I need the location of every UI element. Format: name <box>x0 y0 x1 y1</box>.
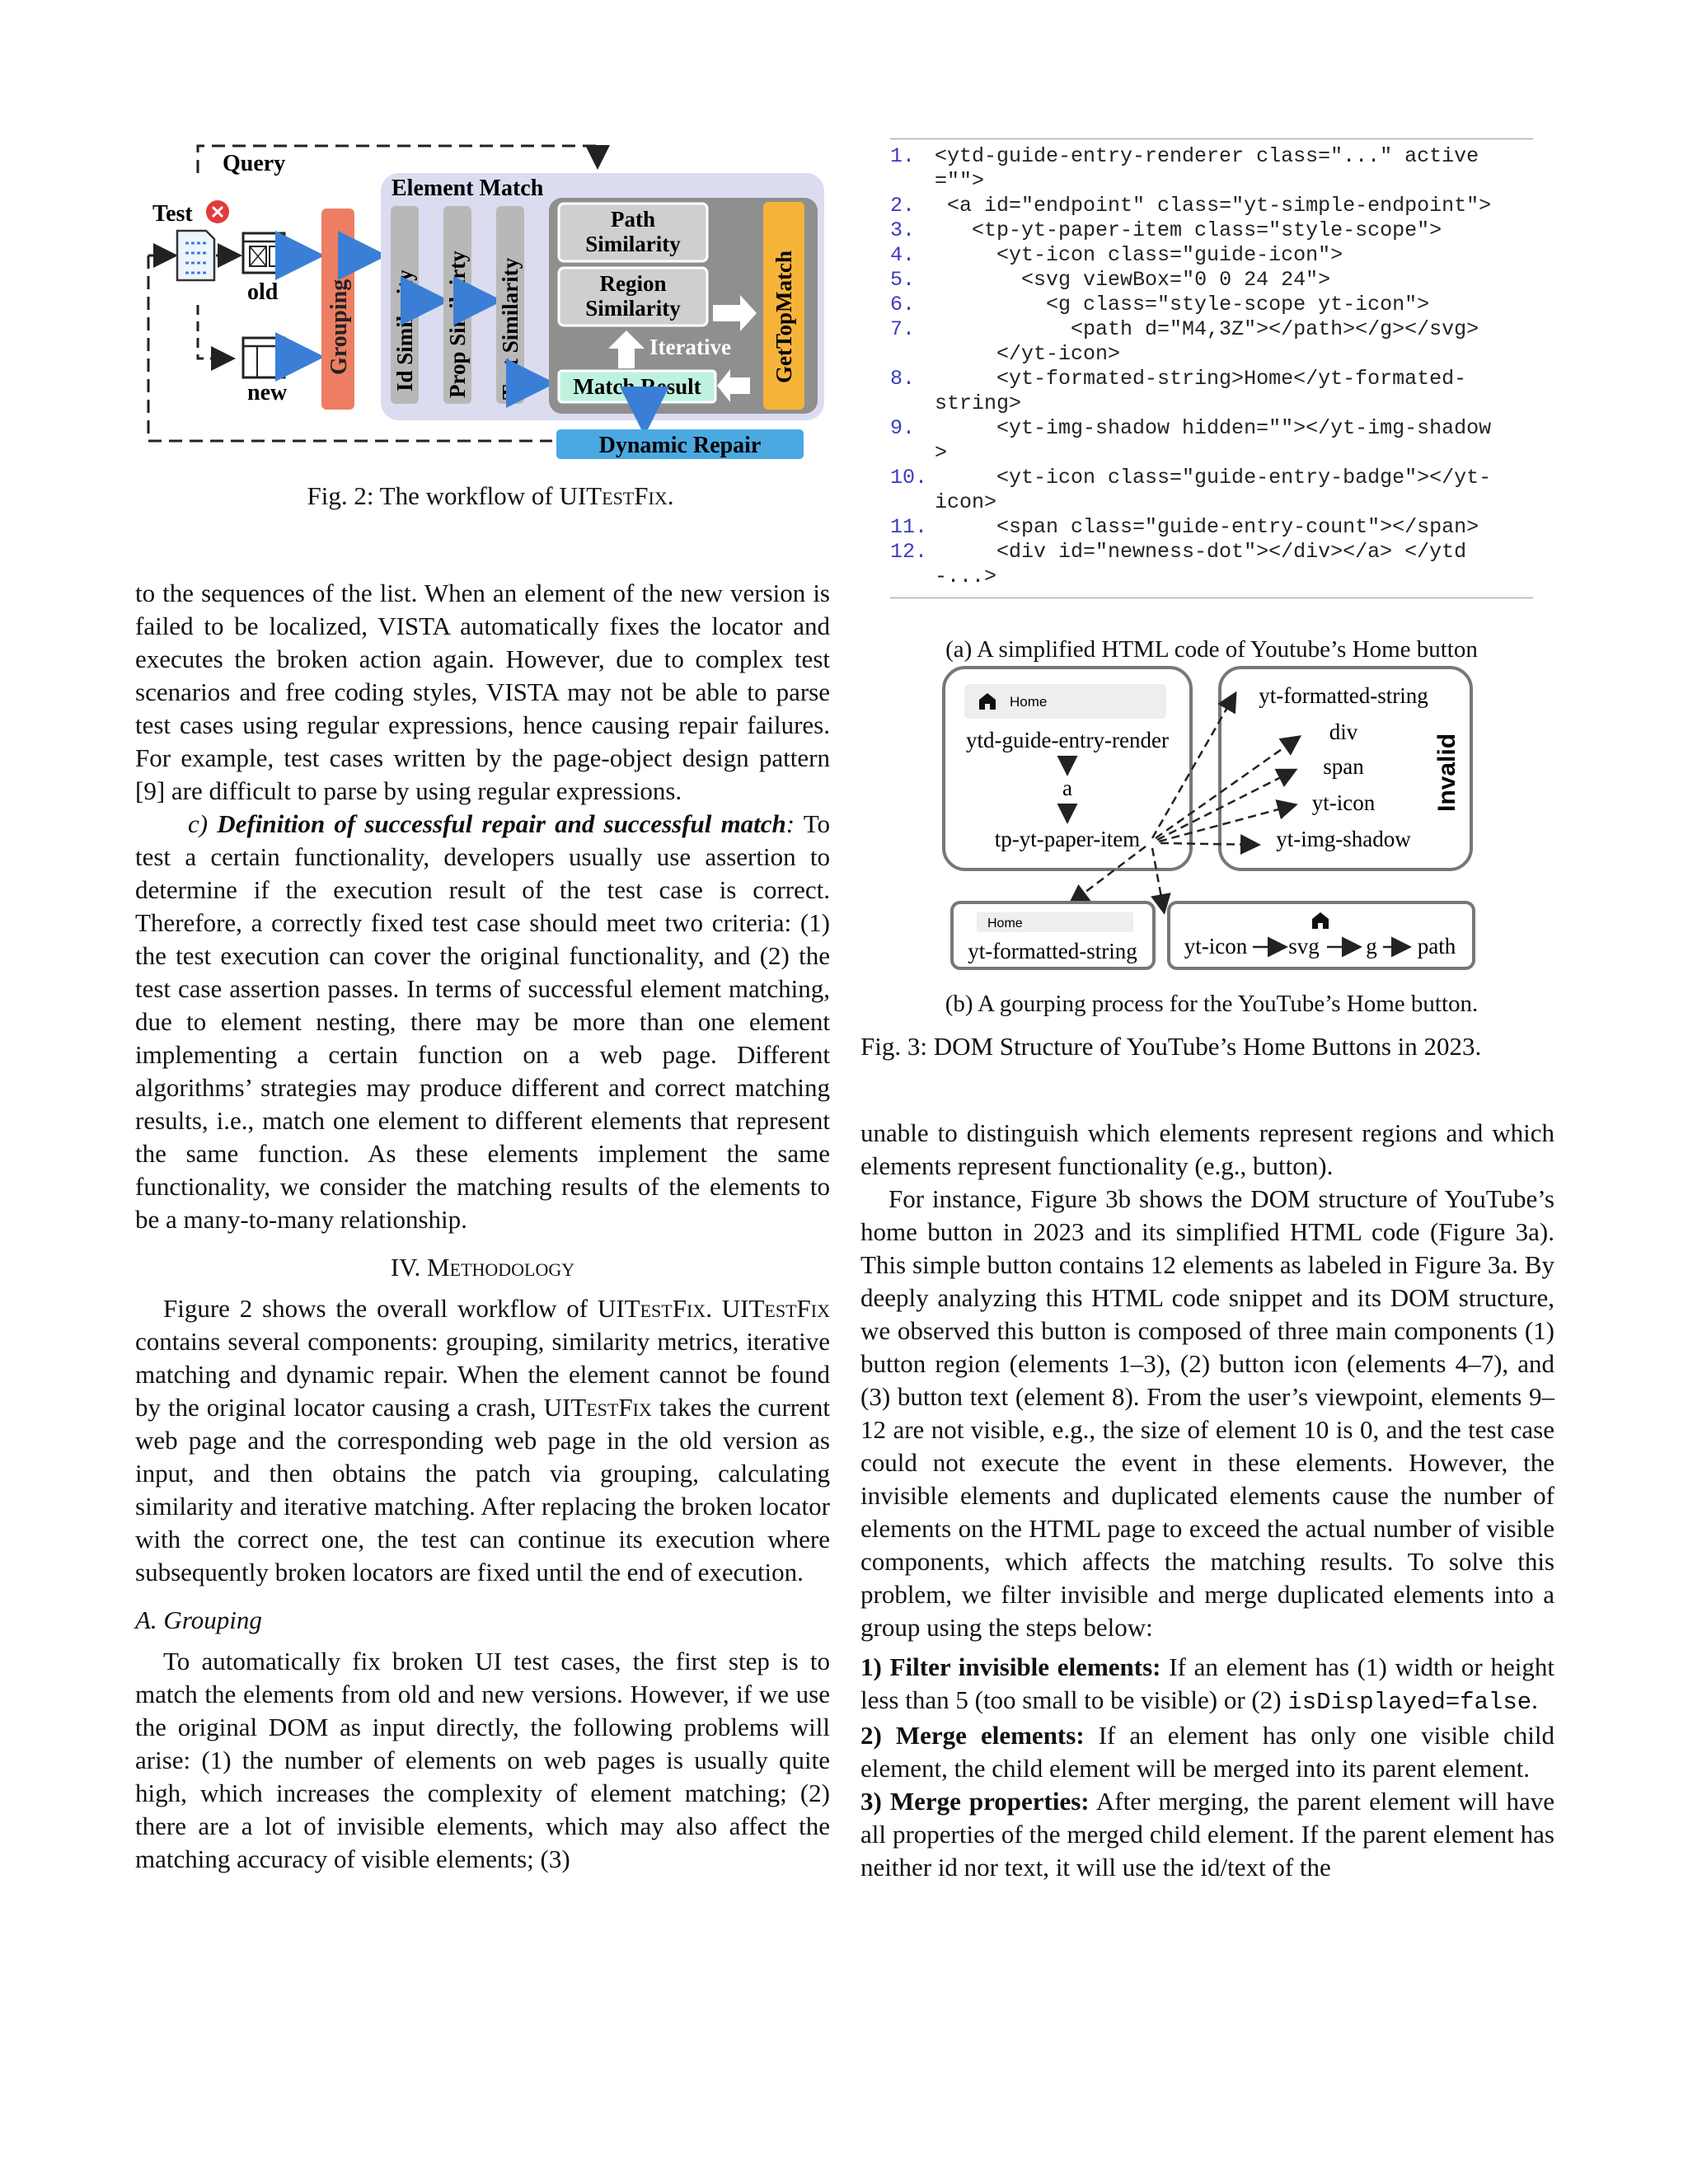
html-code-listing <box>890 138 1533 598</box>
fig2-match-result: Match Result <box>573 374 701 399</box>
fig2-path-sim-1: Path <box>611 207 655 232</box>
fig2-id-sim: Id Similarity <box>392 269 417 391</box>
code-line <box>890 218 1533 243</box>
new-page-icon <box>243 338 284 377</box>
fig2-text-sim: Text Similarity <box>498 257 523 400</box>
right-paragraph-2: For instance, Figure 3b shows the DOM structure of YouTube’s home button in 2023 and its simplified HTML code (Figure 3a). This simple button contains 12 elements as labeled in Figure 3a. By deeply analyzing this HTML code snippet and its DOM structure, we observed this button is composed of three main components (1) button region (elements 1–3), (2) button icon (elements 4–7), and (3) button text (element 8). From the user’s viewpoint, elements 9–12 are not visible, e.g., the size of element 10 is 0, and the test case could not execute the event in these elements. However, the invisible elements and duplicated elements cause the number of elements on the HTML page to exceed the actual number of visible components, which affects the matching results. To solve this problem, we filter invisible and merge duplicated elements into a group using the steps below: <box>860 1184 1554 1642</box>
left-column <box>135 577 830 1876</box>
code-line-text: <svg viewBox="0 0 24 24"> <box>935 268 1331 292</box>
left-paragraph-2: c) Definition of successful repair and successful match: To test a certain functionality, developers usually use assertion to determine if the execution result of the test case is correct. Therefore, a correctly fixed test case should meet two criteria: (1) the test execution can cover the original functionality, and (2) the test case assertion passes. In terms of successful element matching, due to element nesting, there may be more than one element implementing a certain function on a web page. Different algorithms’ strategies may produce different and correct matching results, i.e., match one element to different elements that represent the same function. As these elements implement the same functionality, we consider the matching results of the elements to be a many-to-many relationship. <box>135 809 831 1234</box>
code-line-number: 3. <box>890 218 916 242</box>
fig3-ytimg: yt-img-shadow <box>1276 827 1411 851</box>
fig3-yfs-2: yt-formatted-string <box>968 939 1137 963</box>
fig3-yticon-2: yt-icon <box>1184 934 1248 958</box>
code-line-number: 4. <box>890 243 916 267</box>
code-line-text: <div id="newness-dot"></div></a> </ytd -...> <box>935 540 1467 588</box>
test-document-icon <box>177 231 214 280</box>
fig3-tp: tp-yt-paper-item <box>994 827 1141 851</box>
code-line-text: <yt-img-shadow hidden=""></yt-img-shadow > <box>935 416 1492 465</box>
code-line-number: 2. <box>890 194 916 218</box>
code-line-text: <a id="endpoint" class="yt-simple-endpoint"> <box>935 194 1492 218</box>
right-paragraph-1: unable to distinguish which elements represent regions and which elements represent functionality (e.g., button). <box>860 1118 1554 1180</box>
code-line-number: 6. <box>890 293 916 316</box>
code-line-number: 1. <box>890 144 916 168</box>
fig2-old-label: old <box>247 279 279 305</box>
fig3-a: a <box>1062 776 1072 800</box>
code-line-number: 9. <box>890 416 916 440</box>
fig2-caption: Fig. 2: The workflow of UITestFix. <box>307 481 674 510</box>
code-line <box>890 293 1533 317</box>
section-heading-methodology: IV. Methodology <box>390 1253 575 1282</box>
subsection-heading-grouping: A. Grouping <box>135 1605 262 1634</box>
fig2-get-top-match: GetTopMatch <box>771 251 796 383</box>
fig2-path-sim-2: Similarity <box>585 232 681 256</box>
code-line <box>890 367 1533 416</box>
code-line-text: <yt-icon class="guide-entry-badge"></yt- icon> <box>935 466 1492 514</box>
code-line <box>890 194 1533 218</box>
step-1: 1) Filter invisible elements: If an element has (1) width or height less than 5 (too small to be visible) or (2) isDisplayed=false. <box>860 1652 1554 1716</box>
figure-3b-grouping <box>940 663 1484 977</box>
fig3-ytd: ytd-guide-entry-render <box>966 728 1169 752</box>
right-column <box>860 1117 1554 1884</box>
code-line-text: <span class="guide-entry-count"></span> <box>935 515 1479 539</box>
code-line <box>890 515 1533 540</box>
fig3-home-label-2: Home <box>987 916 1023 930</box>
code-line-number: 5. <box>890 268 916 292</box>
code-line-number: 8. <box>890 367 916 391</box>
fig3-div: div <box>1329 719 1358 744</box>
fig3-g: g <box>1366 934 1377 958</box>
old-page-icon <box>243 233 284 273</box>
code-line <box>890 416 1533 466</box>
fig2-element-match-label: Element Match <box>392 176 544 201</box>
step-2: 2) Merge elements: If an element has only one visible child element, the child element will be merged into its parent element. <box>860 1721 1554 1783</box>
fig2-new-label: new <box>247 380 288 405</box>
left-paragraph-4: To automatically fix broken UI test cases, the first step is to match the elements from old and new versions. However, if we use the original DOM as input directly, the following problems will arise: (1) the number of elements on web pages is usually quite high, which increases the complexity of element matching; (2) there are a lot of invisible elements, which may also affect the matching accuracy of visible elements; (3) <box>135 1647 830 1873</box>
code-line-number: 12. <box>890 540 928 564</box>
code-line <box>890 317 1533 367</box>
code-line-text: <yt-icon class="guide-icon"> <box>935 243 1343 267</box>
fig2-query-label: Query <box>223 151 286 176</box>
fig2-iterative-label: Iterative <box>649 335 731 359</box>
code-line-text: <g class="style-scope yt-icon"> <box>935 293 1430 316</box>
code-line <box>890 243 1533 268</box>
figure-2-workflow <box>140 136 832 466</box>
code-line <box>890 540 1533 589</box>
fig3b-caption: (b) A gourping process for the YouTube’s Home button. <box>945 991 1479 1017</box>
fig3-svg: svg <box>1288 934 1320 958</box>
code-line-number: 10. <box>890 466 928 490</box>
code-line <box>890 144 1533 194</box>
left-paragraph-1: to the sequences of the list. When an element of the new version is failed to be localized, VISTA automatically fixes the locator and executes the broken action again. However, due to complex test scenarios and free coding styles, VISTA may not be able to parse test cases using regular expressions, hence causing repair failures. For example, test cases written by the page-object design pattern [9] are difficult to parse by using regular expressions. <box>135 579 830 805</box>
fig3-yfs: yt-formatted-string <box>1259 683 1428 708</box>
fig3-yticon: yt-icon <box>1311 790 1376 815</box>
code-line <box>890 466 1533 515</box>
fig3-span: span <box>1323 754 1364 779</box>
fig2-test-label: Test <box>152 201 193 227</box>
fig2-prop-sim: Prop Similairty <box>445 251 470 398</box>
fig3-caption: Fig. 3: DOM Structure of YouTube’s Home Buttons in 2023. <box>860 1032 1482 1061</box>
fig3-home-label: Home <box>1010 694 1048 710</box>
fig3a-caption: (a) A simplified HTML code of Youtube’s Home button <box>945 636 1478 663</box>
fig2-dynamic-repair: Dynamic Repair <box>598 433 762 458</box>
code-line-number: 7. <box>890 317 916 341</box>
fig3-invalid: Invalid <box>1433 733 1461 812</box>
fig3-path: path <box>1417 934 1456 958</box>
fig2-region-sim-2: Similarity <box>585 296 681 321</box>
code-line-number: 11. <box>890 515 928 539</box>
fig2-region-sim-1: Region <box>599 271 667 296</box>
step-3: 3) Merge properties: After merging, the parent element will have all properties of the merged child element. If the parent element has neither id nor text, it will use the id/text of the <box>860 1787 1554 1882</box>
left-paragraph-3: Figure 2 shows the overall workflow of UITestFix. UITestFix contains several components: grouping, similarity metrics, iterative matching and dynamic repair. When the element cannot be found by the original locator causing a crash, UITestFix takes the current web page and the corresponding web page in the old version as input, and then obtains the patch via grouping, calculating similarity and iterative matching. After replacing the broken locator with the correct one, the test can continue its execution where subsequently broken locators are fixed until the end of execution. <box>135 1294 830 1586</box>
code-line <box>890 268 1533 293</box>
code-line-text: <yt-formated-string>Home</yt-formated- string> <box>935 367 1467 415</box>
fig2-grouping-label: Grouping <box>326 279 352 375</box>
code-line-text: <path d="M4,3Z"></path></g></svg> </yt-icon> <box>996 317 1479 366</box>
code-line-text: <ytd-guide-entry-renderer class="..." active =""> <box>935 144 1479 193</box>
code-line-text: <tp-yt-paper-item class="style-scope"> <box>935 218 1442 242</box>
